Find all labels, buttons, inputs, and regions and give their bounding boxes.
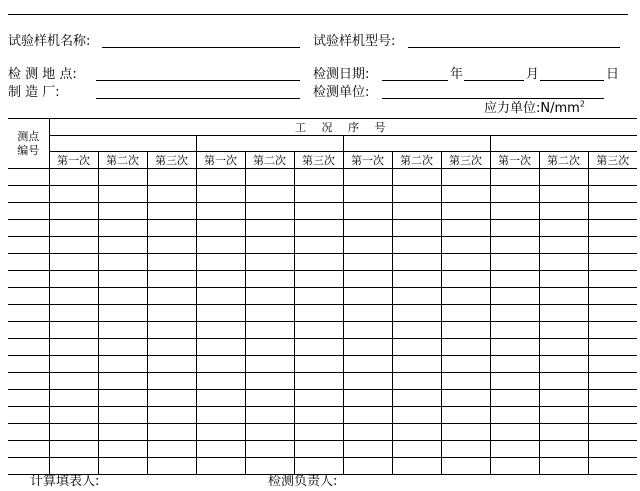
table-row: [8, 441, 637, 458]
value-cell[interactable]: [294, 203, 343, 220]
value-cell[interactable]: [588, 407, 637, 424]
date-day-field[interactable]: [540, 80, 604, 81]
value-cell[interactable]: [98, 441, 147, 458]
value-cell[interactable]: [49, 390, 98, 407]
value-cell[interactable]: [490, 203, 539, 220]
sample-name-label: 试验样机名称:: [8, 34, 91, 49]
value-cell[interactable]: [490, 356, 539, 373]
value-cell[interactable]: [245, 254, 294, 271]
value-cell[interactable]: [441, 458, 490, 475]
value-cell[interactable]: [343, 254, 392, 271]
value-cell[interactable]: [147, 322, 196, 339]
value-cell[interactable]: [196, 373, 245, 390]
value-cell[interactable]: [441, 237, 490, 254]
point-header-line1: 测点: [17, 129, 40, 143]
location-label: 检 测 地 点:: [8, 67, 77, 82]
value-cell[interactable]: [539, 305, 588, 322]
value-cell[interactable]: [245, 322, 294, 339]
date-year-field[interactable]: [382, 80, 448, 81]
value-cell[interactable]: [294, 390, 343, 407]
value-cell[interactable]: [294, 271, 343, 288]
value-cell[interactable]: [49, 203, 98, 220]
value-cell[interactable]: [490, 322, 539, 339]
test-unit-field[interactable]: [382, 98, 604, 99]
table-row: [8, 407, 637, 424]
value-cell[interactable]: [441, 271, 490, 288]
value-cell[interactable]: [196, 203, 245, 220]
value-cell[interactable]: [441, 441, 490, 458]
value-cell[interactable]: [343, 288, 392, 305]
table-row: [8, 339, 637, 356]
value-cell[interactable]: [392, 390, 441, 407]
value-cell[interactable]: [490, 271, 539, 288]
value-cell[interactable]: [245, 356, 294, 373]
stress-unit-exponent: 2: [579, 99, 585, 109]
value-cell[interactable]: [49, 356, 98, 373]
table-row: [8, 305, 637, 322]
value-cell[interactable]: [147, 220, 196, 237]
value-cell[interactable]: [343, 169, 392, 186]
value-cell[interactable]: [539, 390, 588, 407]
attempt-header-g2-3: 第三次: [294, 152, 343, 169]
table-row: [8, 271, 637, 288]
value-cell[interactable]: [245, 407, 294, 424]
table-row: [8, 458, 637, 475]
value-cell[interactable]: [343, 373, 392, 390]
value-cell[interactable]: [147, 407, 196, 424]
value-cell[interactable]: [196, 407, 245, 424]
value-cell[interactable]: [392, 441, 441, 458]
attempt-header-g4-1: 第一次: [490, 152, 539, 169]
value-cell[interactable]: [294, 305, 343, 322]
value-cell[interactable]: [343, 237, 392, 254]
value-cell[interactable]: [588, 322, 637, 339]
value-cell[interactable]: [343, 441, 392, 458]
value-cell[interactable]: [196, 254, 245, 271]
condition-group-4: [490, 136, 637, 152]
manufacturer-label: 制 造 厂:: [8, 85, 60, 100]
value-cell[interactable]: [343, 203, 392, 220]
value-cell[interactable]: [539, 407, 588, 424]
value-cell[interactable]: [98, 169, 147, 186]
value-cell[interactable]: [245, 186, 294, 203]
value-cell[interactable]: [245, 203, 294, 220]
value-cell[interactable]: [196, 169, 245, 186]
table-row: [8, 288, 637, 305]
value-cell[interactable]: [392, 186, 441, 203]
value-cell[interactable]: [245, 271, 294, 288]
value-cell[interactable]: [392, 407, 441, 424]
value-cell[interactable]: [294, 322, 343, 339]
value-cell[interactable]: [343, 339, 392, 356]
value-cell[interactable]: [392, 373, 441, 390]
value-cell[interactable]: [245, 169, 294, 186]
value-cell[interactable]: [490, 373, 539, 390]
value-cell[interactable]: [588, 339, 637, 356]
value-cell[interactable]: [245, 305, 294, 322]
table-row: [8, 424, 637, 441]
value-cell[interactable]: [392, 271, 441, 288]
value-cell[interactable]: [441, 407, 490, 424]
value-cell[interactable]: [539, 203, 588, 220]
value-cell[interactable]: [539, 458, 588, 475]
value-cell[interactable]: [196, 458, 245, 475]
value-cell[interactable]: [147, 373, 196, 390]
value-cell[interactable]: [441, 356, 490, 373]
value-cell[interactable]: [490, 390, 539, 407]
value-cell[interactable]: [294, 407, 343, 424]
attempt-header-g3-1: 第一次: [343, 152, 392, 169]
value-cell[interactable]: [147, 305, 196, 322]
table-row: [8, 254, 637, 271]
value-cell[interactable]: [196, 237, 245, 254]
value-cell[interactable]: [441, 390, 490, 407]
point-number-cell[interactable]: [8, 458, 49, 475]
month-label: 月: [526, 67, 540, 82]
table-row: [8, 390, 637, 407]
value-cell[interactable]: [245, 441, 294, 458]
value-cell[interactable]: [196, 322, 245, 339]
value-cell[interactable]: [294, 220, 343, 237]
value-cell[interactable]: [441, 288, 490, 305]
value-cell[interactable]: [441, 305, 490, 322]
value-cell[interactable]: [98, 339, 147, 356]
value-cell[interactable]: [294, 339, 343, 356]
value-cell[interactable]: [98, 356, 147, 373]
value-cell[interactable]: [98, 305, 147, 322]
attempt-header-g4-3: 第三次: [588, 152, 637, 169]
year-label: 年: [450, 67, 464, 82]
value-cell[interactable]: [490, 339, 539, 356]
value-cell[interactable]: [98, 186, 147, 203]
responsible-label: 检测负责人:: [268, 474, 338, 489]
value-cell[interactable]: [490, 441, 539, 458]
point-number-cell[interactable]: [8, 407, 49, 424]
value-cell[interactable]: [196, 305, 245, 322]
value-cell[interactable]: [588, 288, 637, 305]
value-cell[interactable]: [245, 390, 294, 407]
value-cell[interactable]: [539, 322, 588, 339]
point-header-line2: 编号: [17, 143, 40, 157]
value-cell[interactable]: [147, 424, 196, 441]
value-cell[interactable]: [98, 203, 147, 220]
condition-group-1: [49, 136, 196, 152]
table-row: [8, 322, 637, 339]
value-cell[interactable]: [392, 339, 441, 356]
value-cell[interactable]: [147, 288, 196, 305]
value-cell[interactable]: [147, 271, 196, 288]
point-number-cell[interactable]: [8, 322, 49, 339]
value-cell[interactable]: [588, 254, 637, 271]
value-cell[interactable]: [490, 186, 539, 203]
value-cell[interactable]: [49, 186, 98, 203]
value-cell[interactable]: [294, 237, 343, 254]
value-cell[interactable]: [245, 288, 294, 305]
value-cell[interactable]: [392, 458, 441, 475]
value-cell[interactable]: [490, 424, 539, 441]
value-cell[interactable]: [539, 356, 588, 373]
value-cell[interactable]: [343, 305, 392, 322]
value-cell[interactable]: [294, 356, 343, 373]
value-cell[interactable]: [49, 169, 98, 186]
sample-name-field[interactable]: [102, 47, 300, 48]
value-cell[interactable]: [539, 288, 588, 305]
value-cell[interactable]: [343, 220, 392, 237]
value-cell[interactable]: [588, 356, 637, 373]
calc-filler-label: 计算填表人:: [30, 474, 100, 489]
value-cell[interactable]: [343, 407, 392, 424]
point-number-cell[interactable]: [8, 254, 49, 271]
value-cell[interactable]: [245, 339, 294, 356]
condition-number-header: 工 况 序 号: [49, 119, 637, 136]
value-cell[interactable]: [49, 237, 98, 254]
date-month-field[interactable]: [464, 80, 524, 81]
value-cell[interactable]: [294, 288, 343, 305]
value-cell[interactable]: [98, 237, 147, 254]
value-cell[interactable]: [294, 458, 343, 475]
measurement-table: [8, 118, 637, 475]
stress-unit-value: N/mm: [540, 101, 580, 116]
value-cell[interactable]: [245, 424, 294, 441]
value-cell[interactable]: [490, 288, 539, 305]
value-cell[interactable]: [147, 356, 196, 373]
stress-unit-label: 应力单位:: [484, 101, 541, 116]
value-cell[interactable]: [49, 322, 98, 339]
value-cell[interactable]: [196, 186, 245, 203]
value-cell[interactable]: [49, 254, 98, 271]
value-cell[interactable]: [49, 271, 98, 288]
point-number-cell[interactable]: [8, 237, 49, 254]
value-cell[interactable]: [343, 458, 392, 475]
value-cell[interactable]: [147, 203, 196, 220]
point-number-header: [8, 119, 49, 169]
value-cell[interactable]: [245, 458, 294, 475]
value-cell[interactable]: [196, 441, 245, 458]
value-cell[interactable]: [441, 203, 490, 220]
value-cell[interactable]: [588, 305, 637, 322]
point-number-cell[interactable]: [8, 424, 49, 441]
value-cell[interactable]: [196, 424, 245, 441]
value-cell[interactable]: [98, 322, 147, 339]
value-cell[interactable]: [98, 458, 147, 475]
value-cell[interactable]: [98, 288, 147, 305]
value-cell[interactable]: [441, 254, 490, 271]
value-cell[interactable]: [441, 373, 490, 390]
top-rule: [8, 14, 628, 15]
test-unit-label: 检测单位:: [313, 85, 370, 100]
value-cell[interactable]: [392, 424, 441, 441]
value-cell[interactable]: [196, 390, 245, 407]
value-cell[interactable]: [49, 373, 98, 390]
attempt-header-g4-2: 第二次: [539, 152, 588, 169]
value-cell[interactable]: [490, 254, 539, 271]
value-cell[interactable]: [343, 424, 392, 441]
date-label: 检测日期:: [313, 67, 370, 82]
point-number-cell[interactable]: [8, 203, 49, 220]
point-number-cell[interactable]: [8, 373, 49, 390]
value-cell[interactable]: [441, 339, 490, 356]
value-cell[interactable]: [441, 220, 490, 237]
table-row: [8, 356, 637, 373]
value-cell[interactable]: [294, 424, 343, 441]
value-cell[interactable]: [245, 220, 294, 237]
sample-model-label: 试验样机型号:: [313, 34, 396, 49]
point-number-cell[interactable]: [8, 339, 49, 356]
value-cell[interactable]: [539, 373, 588, 390]
value-cell[interactable]: [588, 424, 637, 441]
point-number-cell[interactable]: [8, 271, 49, 288]
point-number-cell[interactable]: [8, 356, 49, 373]
table-row: [8, 169, 637, 186]
value-cell[interactable]: [441, 186, 490, 203]
value-cell[interactable]: [196, 356, 245, 373]
value-cell[interactable]: [539, 271, 588, 288]
value-cell[interactable]: [588, 271, 637, 288]
value-cell[interactable]: [294, 373, 343, 390]
value-cell[interactable]: [147, 458, 196, 475]
value-cell[interactable]: [98, 254, 147, 271]
value-cell[interactable]: [98, 424, 147, 441]
value-cell[interactable]: [588, 203, 637, 220]
value-cell[interactable]: [196, 339, 245, 356]
attempt-header-g1-3: 第三次: [147, 152, 196, 169]
value-cell[interactable]: [196, 220, 245, 237]
attempt-header-g2-2: 第二次: [245, 152, 294, 169]
value-cell[interactable]: [98, 373, 147, 390]
value-cell[interactable]: [490, 237, 539, 254]
value-cell[interactable]: [245, 373, 294, 390]
value-cell[interactable]: [588, 441, 637, 458]
value-cell[interactable]: [343, 186, 392, 203]
value-cell[interactable]: [49, 305, 98, 322]
value-cell[interactable]: [392, 254, 441, 271]
value-cell[interactable]: [147, 237, 196, 254]
location-field[interactable]: [96, 80, 300, 81]
value-cell[interactable]: [294, 186, 343, 203]
condition-group-2: [196, 136, 343, 152]
table-row: [8, 237, 637, 254]
value-cell[interactable]: [196, 271, 245, 288]
value-cell[interactable]: [588, 458, 637, 475]
value-cell[interactable]: [245, 237, 294, 254]
value-cell[interactable]: [588, 390, 637, 407]
value-cell[interactable]: [98, 407, 147, 424]
value-cell[interactable]: [147, 254, 196, 271]
value-cell[interactable]: [98, 271, 147, 288]
stress-unit: [484, 101, 585, 117]
value-cell[interactable]: [539, 339, 588, 356]
value-cell[interactable]: [49, 424, 98, 441]
value-cell[interactable]: [539, 220, 588, 237]
value-cell[interactable]: [49, 458, 98, 475]
value-cell[interactable]: [588, 220, 637, 237]
value-cell[interactable]: [539, 169, 588, 186]
value-cell[interactable]: [294, 254, 343, 271]
value-cell[interactable]: [490, 458, 539, 475]
value-cell[interactable]: [343, 271, 392, 288]
attempt-header-g3-3: 第三次: [441, 152, 490, 169]
value-cell[interactable]: [441, 169, 490, 186]
table-row: [8, 373, 637, 390]
value-cell[interactable]: [49, 339, 98, 356]
attempt-header-g3-2: 第二次: [392, 152, 441, 169]
value-cell[interactable]: [49, 288, 98, 305]
value-cell[interactable]: [441, 424, 490, 441]
value-cell[interactable]: [539, 186, 588, 203]
value-cell[interactable]: [147, 339, 196, 356]
value-cell[interactable]: [539, 237, 588, 254]
value-cell[interactable]: [147, 390, 196, 407]
value-cell[interactable]: [392, 237, 441, 254]
value-cell[interactable]: [392, 322, 441, 339]
value-cell[interactable]: [588, 169, 637, 186]
value-cell[interactable]: [490, 169, 539, 186]
value-cell[interactable]: [392, 288, 441, 305]
value-cell[interactable]: [490, 220, 539, 237]
value-cell[interactable]: [147, 186, 196, 203]
manufacturer-field[interactable]: [96, 98, 300, 99]
point-number-cell[interactable]: [8, 441, 49, 458]
value-cell[interactable]: [539, 254, 588, 271]
value-cell[interactable]: [392, 169, 441, 186]
value-cell[interactable]: [98, 390, 147, 407]
value-cell[interactable]: [588, 373, 637, 390]
table-row: [8, 203, 637, 220]
value-cell[interactable]: [343, 390, 392, 407]
value-cell[interactable]: [539, 441, 588, 458]
value-cell[interactable]: [49, 407, 98, 424]
value-cell[interactable]: [294, 169, 343, 186]
value-cell[interactable]: [294, 441, 343, 458]
value-cell[interactable]: [392, 356, 441, 373]
value-cell[interactable]: [441, 322, 490, 339]
point-number-cell[interactable]: [8, 169, 49, 186]
day-label: 日: [606, 67, 620, 82]
value-cell[interactable]: [147, 169, 196, 186]
value-cell[interactable]: [196, 288, 245, 305]
value-cell[interactable]: [588, 237, 637, 254]
point-number-cell[interactable]: [8, 305, 49, 322]
attempt-header-g1-2: 第二次: [98, 152, 147, 169]
value-cell[interactable]: [49, 441, 98, 458]
value-cell[interactable]: [147, 441, 196, 458]
condition-group-3: [343, 136, 490, 152]
value-cell[interactable]: [539, 424, 588, 441]
attempt-header-g1-1: 第一次: [49, 152, 98, 169]
value-cell[interactable]: [392, 203, 441, 220]
table-row: [8, 220, 637, 237]
value-cell[interactable]: [49, 220, 98, 237]
value-cell[interactable]: [392, 220, 441, 237]
sample-model-field[interactable]: [408, 47, 620, 48]
point-number-cell[interactable]: [8, 186, 49, 203]
attempt-header-g2-1: 第一次: [196, 152, 245, 169]
value-cell[interactable]: [392, 305, 441, 322]
table-row: [8, 186, 637, 203]
value-cell[interactable]: [588, 186, 637, 203]
point-number-cell[interactable]: [8, 288, 49, 305]
point-number-cell[interactable]: [8, 220, 49, 237]
value-cell[interactable]: [490, 305, 539, 322]
value-cell[interactable]: [490, 407, 539, 424]
point-number-cell[interactable]: [8, 390, 49, 407]
value-cell[interactable]: [98, 220, 147, 237]
value-cell[interactable]: [343, 356, 392, 373]
value-cell[interactable]: [343, 322, 392, 339]
